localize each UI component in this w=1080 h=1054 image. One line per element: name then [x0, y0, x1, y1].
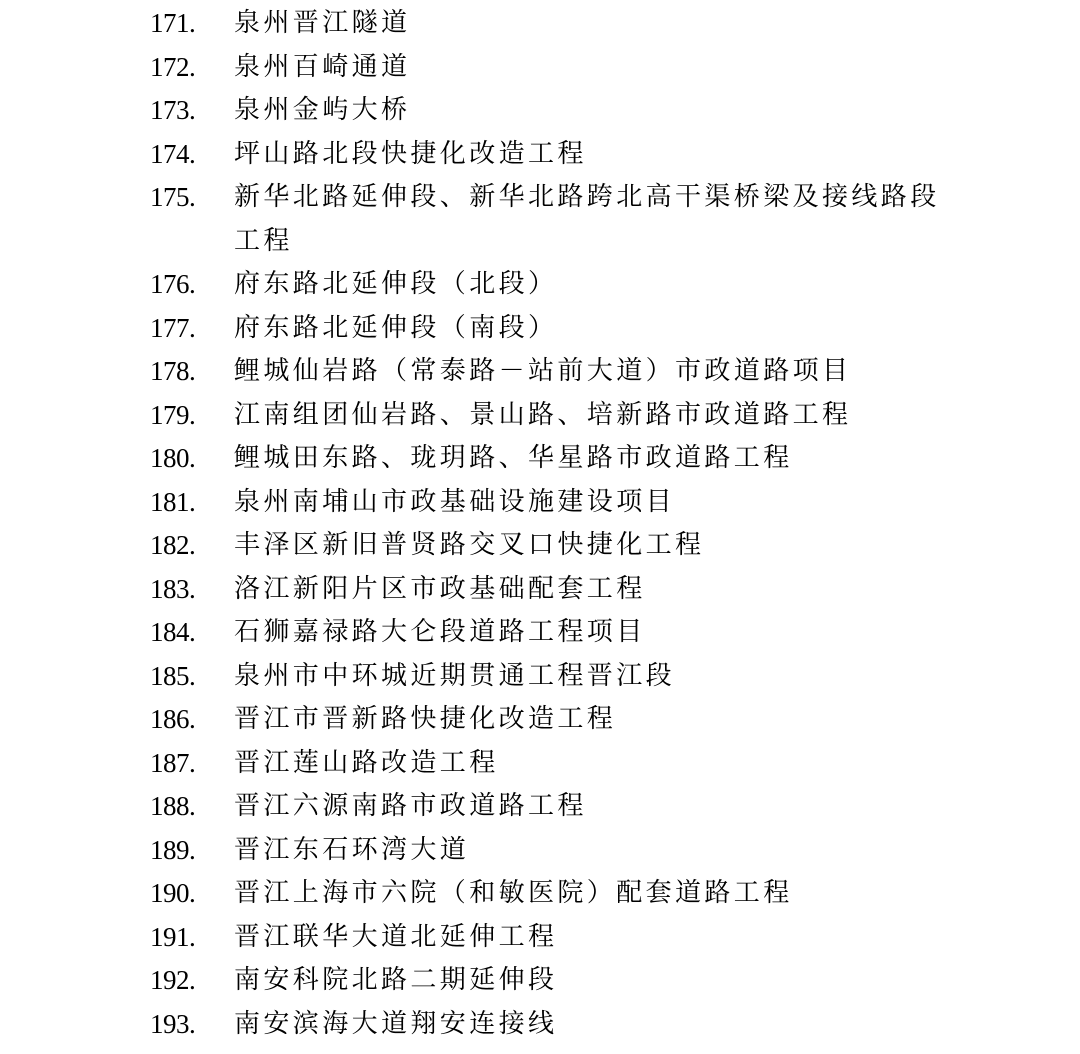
list-item [150, 2, 950, 46]
item-text: 泉州南埔山市政基础设施建设项目 [234, 486, 676, 517]
item-text-line-2: 工程 [234, 225, 293, 256]
list-item [150, 959, 950, 1003]
list-item [150, 46, 950, 90]
list-item [150, 742, 950, 786]
item-number: 186. [150, 704, 196, 734]
item-text: 晋江上海市六院（和敏医院）配套道路工程 [234, 878, 793, 908]
list-item [150, 785, 950, 829]
item-text: 坪山路北段快捷化改造工程 [234, 138, 587, 169]
item-number: 171. [150, 8, 196, 38]
item-text: 晋江联华大道北延伸工程 [234, 921, 558, 952]
item-number: 190. [150, 878, 196, 908]
item-number: 176. [150, 269, 196, 299]
item-number: 193. [150, 1008, 196, 1039]
item-text: 府东路北延伸段（北段） [234, 269, 558, 299]
list-item [150, 481, 950, 525]
list-item [150, 568, 950, 612]
item-number: 192. [150, 965, 196, 995]
item-number: 172. [150, 51, 196, 82]
item-text: 南安滨海大道翔安连接线 [234, 1008, 558, 1039]
item-number: 183. [150, 573, 196, 604]
item-number: 174. [150, 138, 196, 169]
item-text-line-1: 新华北路延伸段、新华北路跨北高干渠桥梁及接线路段 [234, 182, 940, 212]
item-number: 180. [150, 443, 196, 473]
item-text: 鲤城田东路、珑玥路、华星路市政道路工程 [234, 443, 793, 473]
item-text: 丰泽区新旧普贤路交叉口快捷化工程 [234, 530, 705, 560]
item-number: 184. [150, 617, 196, 647]
list-item [150, 829, 950, 873]
list-item [150, 698, 950, 742]
item-number: 181. [150, 486, 196, 517]
list-item [150, 133, 950, 177]
item-number: 178. [150, 356, 196, 386]
item-number: 177. [150, 312, 196, 343]
item-number: 189. [150, 834, 196, 865]
item-number: 188. [150, 791, 196, 821]
item-text: 晋江六源南路市政道路工程 [234, 791, 587, 821]
item-text-wrapped [234, 176, 950, 263]
list-item [150, 524, 950, 568]
list-item [150, 611, 950, 655]
item-number: 173. [150, 95, 196, 125]
list-item [150, 437, 950, 481]
list-item [150, 872, 950, 916]
item-number: 182. [150, 530, 196, 560]
item-text: 石狮嘉禄路大仑段道路工程项目 [234, 617, 646, 647]
item-text: 泉州金屿大桥 [234, 95, 411, 125]
item-text: 晋江莲山路改造工程 [234, 747, 499, 778]
item-text: 晋江东石环湾大道 [234, 834, 470, 865]
list-item [150, 263, 950, 307]
item-text: 鲤城仙岩路（常泰路－站前大道）市政道路项目 [234, 356, 852, 386]
item-text: 洛江新阳片区市政基础配套工程 [234, 573, 646, 604]
list-item [150, 394, 950, 438]
item-number: 191. [150, 921, 196, 952]
list-item [150, 307, 950, 351]
item-text: 晋江市晋新路快捷化改造工程 [234, 704, 617, 734]
project-list [150, 2, 950, 1046]
list-item [150, 916, 950, 960]
item-number: 187. [150, 747, 196, 778]
list-item [150, 89, 950, 133]
list-item [150, 350, 950, 394]
item-number: 185. [150, 660, 196, 691]
item-text: 泉州百崎通道 [234, 51, 411, 82]
item-text: 府东路北延伸段（南段） [234, 312, 558, 343]
item-number: 179. [150, 399, 196, 430]
item-number: 175. [150, 182, 196, 212]
item-text: 泉州市中环城近期贯通工程晋江段 [234, 660, 676, 691]
item-text: 南安科院北路二期延伸段 [234, 965, 558, 995]
item-text: 泉州晋江隧道 [234, 8, 411, 38]
list-item [150, 176, 950, 263]
list-item [150, 1003, 950, 1047]
list-item [150, 655, 950, 699]
item-text: 江南组团仙岩路、景山路、培新路市政道路工程 [234, 399, 852, 430]
